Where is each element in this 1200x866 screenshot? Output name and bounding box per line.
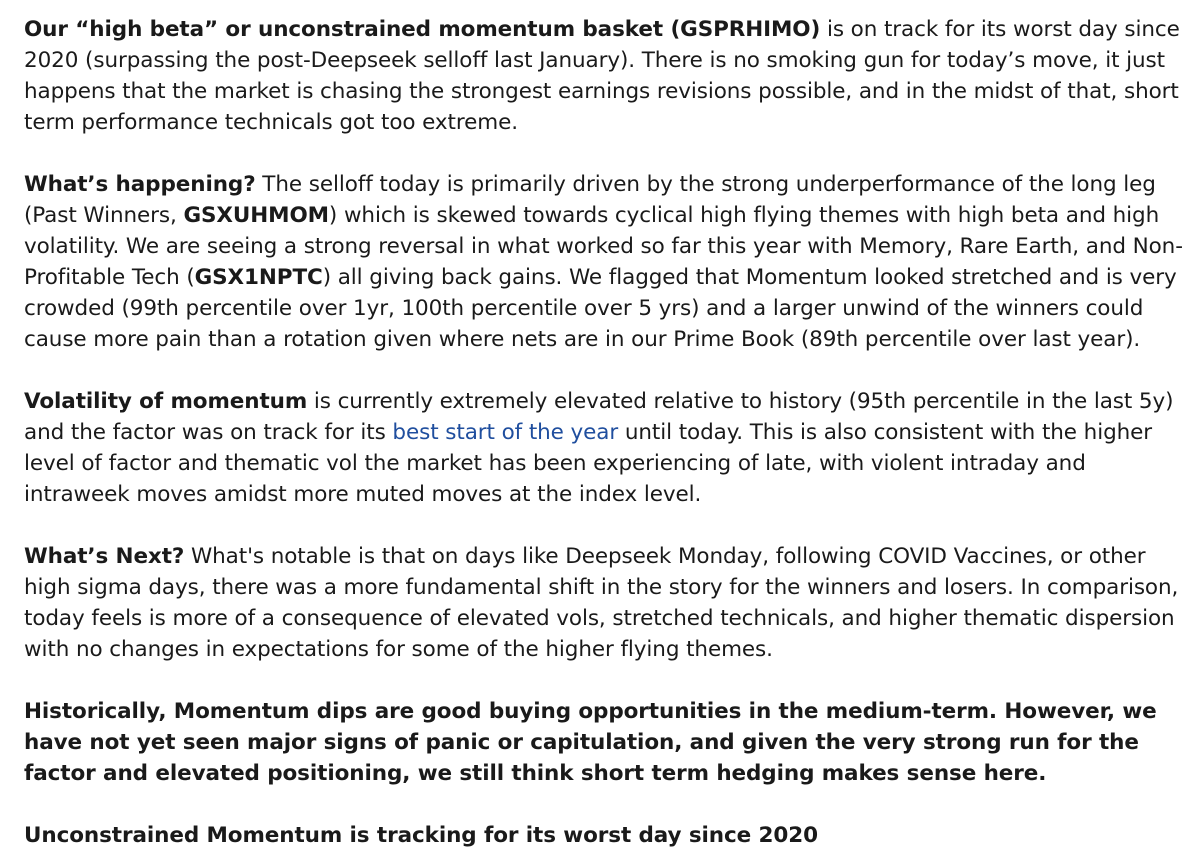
chart-caption: Unconstrained Momentum is tracking for its worst day since 2020 [24,823,818,848]
volatility-text-1: is currently extremely elevated relative to history (95th percentile in the last 5y) and the factor was on track for its [24,389,1174,445]
volatility-text-2: until today. This is also consistent with the higher level of factor and thematic vol the market has been experiencing of late, with violent intraday and intraweek moves amidst more muted moves at the index level. [24,420,1153,507]
basket-name: Our “high beta” or unconstrained momentum basket (GSPRHIMO) [24,17,821,42]
intro-text: is on track for its worst day since 2020 (surpassing the post-Deepseek selloff last January). There is no smoking gun for today’s move, it just happens that the market is chasing the strongest earnings revisions possible, and in the midst of that, short term performance technicals got too extreme. [24,17,1180,135]
whats-happening-text-2: ) which is skewed towards cyclical high flying themes with high beta and high volatility. We are seeing a strong reversal in what worked so far this year with Memory, Rare Earth, and Non-Profitable Tech ( [24,203,1183,290]
paragraph-whats-happening [24,169,1184,355]
paragraph-historically: Historically, Momentum dips are good buying opportunities in the medium-term. However, we have not yet seen major signs of panic or capitulation, and given the very strong run for the factor and elevated positioning, we still think short term hedging makes sense here. [24,699,1157,786]
whats-next-text: What's notable is that on days like Deepseek Monday, following COVID Vaccines, or other high sigma days, there was a more fundamental shift in the story for the winners and losers. In comparison, today feels is more of a consequence of elevated vols, stretched technicals, and higher thematic dispersion with no changes in expectations for some of the higher flying themes. [24,544,1179,662]
volatility-heading: Volatility of momentum [24,389,308,414]
paragraph-whats-next [24,541,1184,665]
whats-happening-heading: What’s happening? [24,172,256,197]
research-note [24,14,1184,851]
whats-next-heading: What’s Next? [24,544,185,569]
paragraph-intro [24,14,1184,138]
ticker-gsxuhmom: GSXUHMOM [183,203,329,228]
whats-happening-text-1: The selloff today is primarily driven by the strong underperformance of the long leg (Past Winners, [24,172,1156,228]
ticker-gsx1nptc: GSX1NPTC [194,265,323,290]
paragraph-volatility [24,386,1184,510]
best-start-link[interactable]: best start of the year [392,420,619,445]
whats-happening-text-3: ) all giving back gains. We flagged that Momentum looked stretched and is very crowded (99th percentile over 1yr, 100th percentile over 5 yrs) and a larger unwind of the winners could cause more pain than a rotation given where nets are in our Prime Book (89th percentile over last year). [24,265,1177,352]
